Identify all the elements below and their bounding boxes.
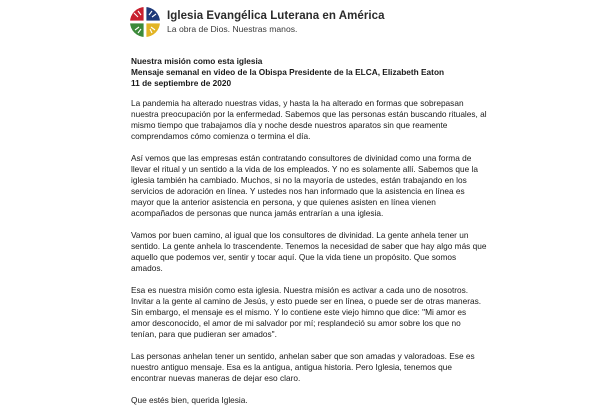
document-paragraphs <box>131 98 487 406</box>
paragraph-line: amados. <box>131 263 163 273</box>
paragraph-line: comprendamos cómo comienza o termina el día. <box>131 131 311 141</box>
brand <box>167 10 385 35</box>
document-body <box>131 56 487 417</box>
paragraph-line: Así vemos que las empresas están contratando consultores de divinidad como una forma de <box>131 153 472 163</box>
paragraph-line: La pandemia ha alterado nuestras vidas, y hasta la ha alterado en formas que sobrepasan <box>131 98 464 108</box>
paragraph-line: sentido. La gente anhela lo trascendente. Tenemos la necesidad de saber que hay algo más que <box>131 241 487 251</box>
paragraph-line: Que estés bien, querida Iglesia. <box>131 395 248 405</box>
document-subtitle: Mensaje semanal en video de la Obispa Presidente de la ELCA, Elizabeth Eaton <box>131 67 445 77</box>
paragraph <box>131 351 476 384</box>
document-heading <box>131 56 476 89</box>
paragraph-line: nuestro antiguo mensaje. Esa es la antigua, antigua historia. Pero Iglesia, tenemos que <box>131 362 453 372</box>
paragraph-line: tenían, para que pudieran ser amados". <box>131 329 277 339</box>
paragraph <box>131 98 487 142</box>
paragraph-line: Las personas anhelan tener un sentido, anhelan saber que son amadas y valoradoas. Ese es <box>131 351 475 361</box>
brand-title: Iglesia Evangélica Luterana en América <box>167 9 385 22</box>
paragraph <box>131 395 476 406</box>
paragraph-line: servicios de adoración en línea. Y ustedes nos han informado que la asistencia en línea es <box>131 186 465 196</box>
paragraph-line: mismo tiempo que trabajamos día y noche desde nuestros aparatos sin que reamente <box>131 120 448 130</box>
elca-cross-logo-icon <box>129 6 161 38</box>
paragraph-line: encontrar nuevas maneras de dejar eso claro. <box>131 373 301 383</box>
paragraph-line: Sin embargo, el mensaje es el mismo. Y lo contiene este viejo himno que dice: "Mi amor es <box>131 307 467 317</box>
paragraph-line: mayor que la anterior asistencia en persona, y que quienes asisten en línea vienen <box>131 197 436 207</box>
paragraph <box>131 230 487 274</box>
paragraph-line: amor desconocido, el amor de mi salvador por mí; resplandeció su amor sobre los que no <box>131 318 461 328</box>
brand-tagline: La obra de Dios. Nuestras manos. <box>167 23 298 34</box>
paragraph-line: llevar el ritual y un sentido a la vida de los empleados. Y no es solamente allí. Sabemos que la <box>131 164 478 174</box>
paragraph-line: Esa es nuestra misión como esta iglesia. Nuestra misión es activar a cada uno de nosotros. <box>131 285 469 295</box>
paragraph-line: nuestra preocupación por la enfermedad. Sabemos que las personas están buscando rituales, al <box>131 109 487 119</box>
paragraph <box>131 153 476 219</box>
page-header <box>129 6 385 38</box>
paragraph-line: iglesia también ha cambiado. Muchos, si no la mayoría de ustedes, están trabajando en los <box>131 175 467 185</box>
paragraph <box>131 285 482 340</box>
document-date: 11 de septiembre de 2020 <box>131 78 232 88</box>
paragraph-line: Invitar a la gente al camino de Jesús, y esto puede ser en línea, o puede ser de otras maneras. <box>131 296 482 306</box>
paragraph-line: aquello que podemos ver, sentir y tocar aquí. Que la vida tiene un propósito. Que somos <box>131 252 457 262</box>
paragraph-line: acompañados de personas que nunca jamás entrarían a una iglesia. <box>131 208 384 218</box>
paragraph-line: Vamos por buen camino, al igual que los consultores de divinidad. La gente anhela tener un <box>131 230 469 240</box>
document-title: Nuestra misión como esta iglesia <box>131 56 263 66</box>
